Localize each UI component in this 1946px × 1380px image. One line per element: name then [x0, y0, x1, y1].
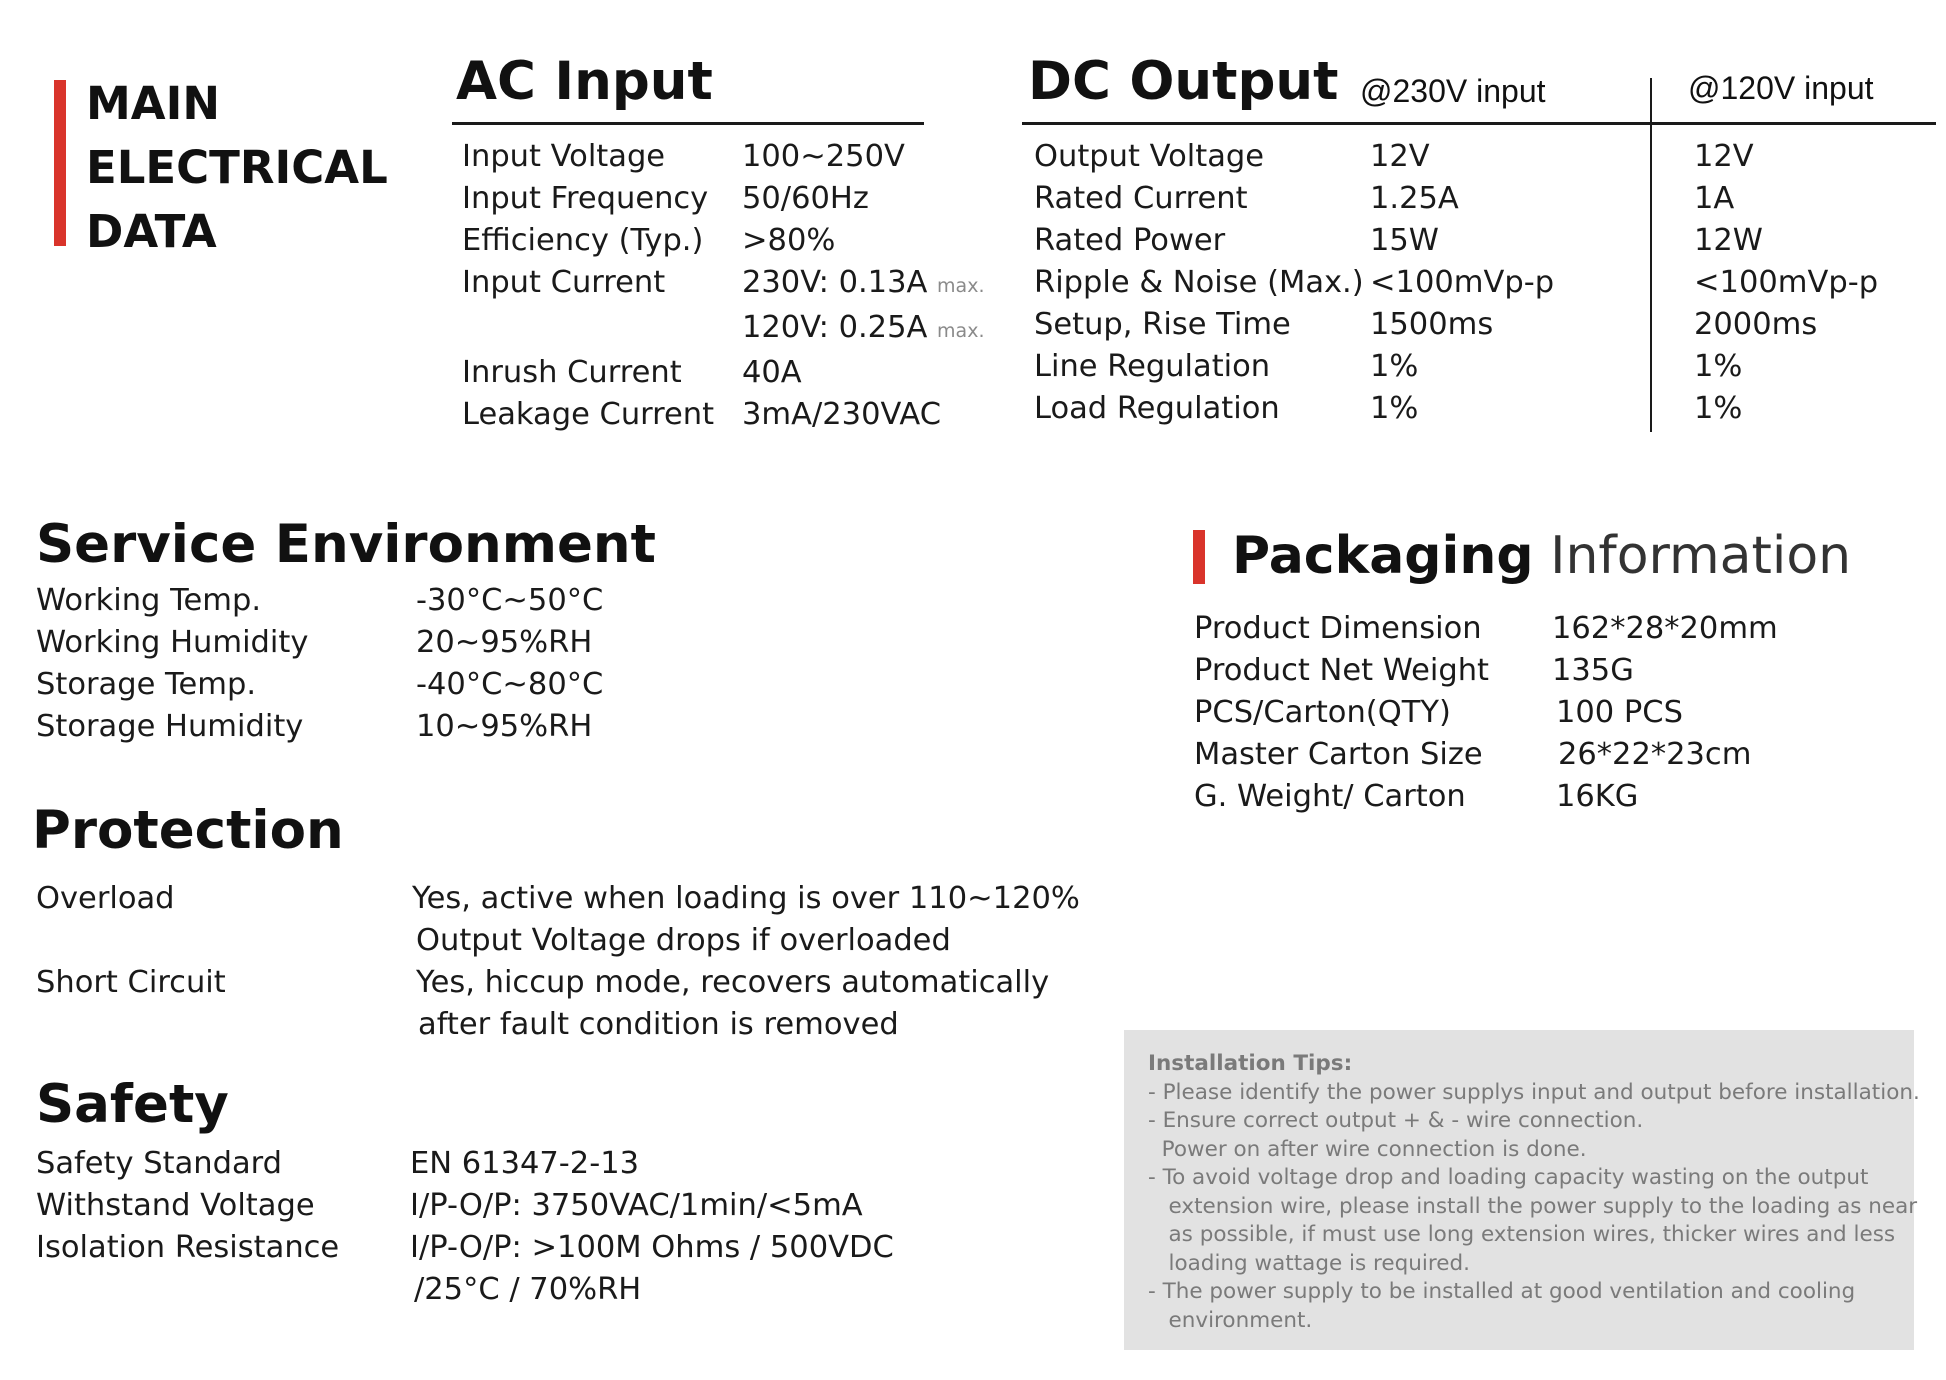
ac-input-underline — [452, 122, 924, 125]
row-label: Withstand Voltage — [36, 1188, 315, 1223]
tip-line: environment. — [1148, 1307, 1313, 1333]
row-label: Input Frequency — [462, 181, 709, 216]
row-value-230: 1% — [1370, 391, 1419, 426]
row-label: Ripple & Noise (Max.) — [1034, 265, 1364, 300]
table-row — [36, 878, 1080, 920]
protection-table — [36, 878, 1080, 1046]
table-row — [36, 1143, 894, 1185]
main-title-accent-bar — [54, 80, 66, 246]
row-label: Rated Power — [1034, 223, 1226, 258]
row-label: Efficiency (Typ.) — [462, 223, 704, 258]
ac-input-title: AC Input — [456, 51, 713, 112]
table-row — [36, 962, 1080, 1004]
protection-title: Protection — [32, 800, 344, 861]
safety-title: Safety — [36, 1074, 229, 1135]
table-row — [1034, 136, 1878, 178]
table-row — [36, 920, 1080, 962]
dc-col-header-230: @230V input — [1360, 73, 1546, 109]
row-label: Leakage Current — [462, 397, 715, 432]
row-label: Master Carton Size — [1194, 737, 1483, 772]
main-title-line: MAIN — [86, 77, 221, 130]
dc-output-underline — [1022, 122, 1936, 125]
row-label: Working Temp. — [36, 583, 262, 618]
installation-tips-content — [1148, 1050, 1920, 1335]
table-row — [36, 706, 603, 748]
row-label: Product Net Weight — [1194, 653, 1489, 688]
row-value-230: <100mVp-p — [1370, 265, 1555, 300]
row-label: Output Voltage — [1034, 139, 1265, 174]
tip-line: - To avoid voltage drop and loading capacity wasting on the output — [1148, 1165, 1869, 1190]
row-value: 26*22*23cm — [1558, 737, 1752, 772]
tip-line: - Ensure correct output + & - wire connection. — [1148, 1108, 1644, 1133]
row-value: 40A — [742, 355, 802, 390]
row-value: EN 61347-2-13 — [410, 1146, 640, 1181]
table-row — [462, 352, 984, 394]
dc-output-title: DC Output — [1028, 51, 1339, 112]
main-title-line: ELECTRICAL — [86, 141, 388, 194]
row-value-120: 2000ms — [1694, 307, 1818, 342]
row-value: Yes, active when loading is over 110~120% — [412, 881, 1080, 916]
row-value: 3mA/230VAC — [742, 397, 942, 432]
row-value-120: 12V — [1694, 139, 1754, 174]
row-label: Rated Current — [1034, 181, 1248, 216]
packaging-accent-bar — [1193, 530, 1205, 584]
safety-table — [36, 1143, 894, 1311]
table-row — [36, 1004, 1080, 1046]
packaging-title-light: Information — [1550, 526, 1852, 586]
row-value: 230V: 0.13A — [742, 265, 928, 300]
row-value-120: 1% — [1694, 391, 1743, 426]
row-label: Input Current — [462, 265, 666, 300]
row-value-230: 1.25A — [1370, 181, 1459, 216]
row-value: 120V: 0.25A — [742, 310, 928, 345]
tip-line: Power on after wire connection is done. — [1148, 1136, 1587, 1162]
table-row — [462, 136, 984, 178]
table-row — [462, 307, 984, 352]
table-row — [1034, 262, 1878, 304]
row-value: I/P-O/P: 3750VAC/1min/<5mA — [410, 1188, 863, 1223]
max-note: max. — [937, 275, 985, 297]
main-title-line: DATA — [86, 205, 217, 258]
row-label: Line Regulation — [1034, 349, 1271, 384]
dc-output-table — [1034, 136, 1878, 430]
table-row — [462, 394, 984, 436]
row-label: Overload — [36, 881, 175, 916]
row-value: Output Voltage drops if overloaded — [416, 923, 951, 958]
table-row — [1034, 220, 1878, 262]
row-label: Short Circuit — [36, 965, 226, 1000]
table-row — [36, 1227, 894, 1269]
row-value: 10~95%RH — [416, 709, 593, 744]
packaging-table — [1194, 608, 1778, 818]
table-row — [1034, 388, 1878, 430]
row-value: I/P-O/P: >100M Ohms / 500VDC — [410, 1230, 894, 1265]
row-value: 100 PCS — [1556, 695, 1683, 730]
row-value: /25°C / 70%RH — [414, 1272, 642, 1307]
service-environment-title: Service Environment — [36, 514, 656, 575]
row-value-120: 12W — [1694, 223, 1763, 258]
packaging-title-bold: Packaging — [1232, 526, 1534, 586]
tip-line: loading wattage is required. — [1148, 1250, 1470, 1276]
row-label: Product Dimension — [1194, 611, 1482, 646]
tip-line: extension wire, please install the power supply to the loading as near — [1148, 1193, 1918, 1219]
packaging-title — [1232, 526, 1852, 586]
row-value: after fault condition is removed — [418, 1007, 899, 1042]
row-value-120: 1A — [1694, 181, 1735, 216]
table-row — [462, 262, 984, 307]
installation-tips-box — [1124, 1030, 1920, 1350]
row-label: Working Humidity — [36, 625, 309, 660]
table-row — [1194, 650, 1778, 692]
table-row — [462, 178, 984, 220]
service-environment-table — [36, 580, 603, 748]
row-value-230: 1% — [1370, 349, 1419, 384]
row-value: 16KG — [1556, 779, 1639, 814]
row-label: Isolation Resistance — [36, 1230, 340, 1265]
row-label: Setup, Rise Time — [1034, 307, 1291, 342]
row-value: 135G — [1552, 653, 1634, 688]
row-value-120: 1% — [1694, 349, 1743, 384]
table-row — [1194, 608, 1778, 650]
table-row — [36, 580, 603, 622]
tip-line: - The power supply to be installed at good ventilation and cooling — [1148, 1279, 1856, 1304]
ac-input-table — [462, 136, 984, 436]
row-value-120: <100mVp-p — [1694, 265, 1879, 300]
tip-line: - Please identify the power supplys input and output before installation. — [1148, 1079, 1920, 1105]
row-value: 20~95%RH — [416, 625, 593, 660]
table-row — [1034, 178, 1878, 220]
row-value: -30°C~50°C — [416, 583, 604, 618]
table-row — [1034, 304, 1878, 346]
table-row — [1194, 776, 1778, 818]
table-row — [462, 220, 984, 262]
max-note: max. — [937, 320, 985, 342]
row-label: Storage Humidity — [36, 709, 304, 744]
row-label: G. Weight/ Carton — [1194, 779, 1466, 814]
row-value: 162*28*20mm — [1552, 611, 1778, 646]
table-row — [36, 1269, 894, 1311]
row-label: PCS/Carton(QTY) — [1194, 695, 1451, 730]
installation-tips-title: Installation Tips: — [1148, 1051, 1353, 1076]
table-row — [36, 622, 603, 664]
table-row — [1194, 692, 1778, 734]
row-label: Input Voltage — [462, 139, 666, 174]
table-row — [1034, 346, 1878, 388]
row-value: -40°C~80°C — [416, 667, 604, 702]
row-label: Inrush Current — [462, 355, 682, 390]
row-value-230: 12V — [1370, 139, 1430, 174]
main-title — [86, 72, 388, 264]
row-value: 50/60Hz — [742, 181, 869, 216]
row-label: Safety Standard — [36, 1146, 283, 1181]
row-value: 100~250V — [742, 139, 905, 174]
row-label: Storage Temp. — [36, 667, 257, 702]
row-value-230: 1500ms — [1370, 307, 1494, 342]
dc-col-header-120: @120V input — [1688, 70, 1874, 106]
tip-line: as possible, if must use long extension wires, thicker wires and less — [1148, 1222, 1896, 1247]
row-value-230: 15W — [1370, 223, 1439, 258]
row-label: Load Regulation — [1034, 391, 1280, 426]
table-row — [1194, 734, 1778, 776]
row-value: >80% — [742, 223, 836, 258]
row-value: Yes, hiccup mode, recovers automatically — [416, 965, 1050, 1000]
table-row — [36, 1185, 894, 1227]
table-row — [36, 664, 603, 706]
